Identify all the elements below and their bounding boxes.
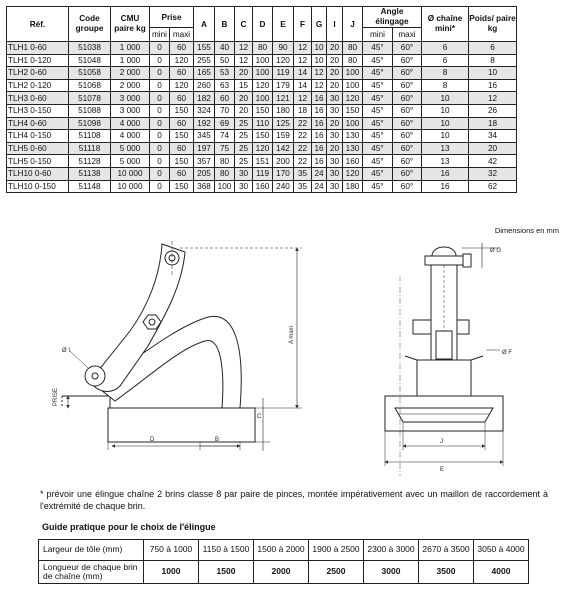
table-cell: 24 [312, 167, 327, 180]
table-cell: 100 [253, 54, 273, 67]
table-cell: 2 000 [111, 67, 150, 80]
table-cell: TLH4 0-60 [7, 117, 69, 130]
table-cell: 60° [393, 180, 422, 193]
table-cell: 150 [253, 130, 273, 143]
table-cell: 100 [343, 79, 363, 92]
table-row [7, 180, 517, 193]
table-cell: 51148 [69, 180, 111, 193]
table-cell: 16 [312, 130, 327, 143]
table-cell: TLH3 0-60 [7, 92, 69, 105]
table-cell: 120 [253, 79, 273, 92]
guide-length-cell: 1000 [144, 561, 199, 584]
table-cell: 20 [327, 79, 343, 92]
table-cell: 45° [363, 54, 393, 67]
table-cell: 159 [273, 130, 294, 143]
table-cell: 30 [327, 167, 343, 180]
table-cell: 42 [469, 155, 517, 168]
table-cell: 60 [215, 92, 235, 105]
table-cell: 10 [422, 130, 469, 143]
table-cell: 75 [215, 142, 235, 155]
header-angle-min: mini [363, 28, 393, 42]
table-cell: 51068 [69, 79, 111, 92]
table-cell: 100 [343, 117, 363, 130]
guide-width-cell: 2670 à 3500 [419, 540, 474, 561]
header-a: A [194, 7, 215, 42]
table-cell: 30 [327, 180, 343, 193]
table-cell: 0 [150, 67, 170, 80]
table-cell: 24 [312, 180, 327, 193]
table-cell: 10 [469, 67, 517, 80]
table-cell: 80 [343, 54, 363, 67]
table-cell: 324 [194, 104, 215, 117]
table-cell: 20 [327, 54, 343, 67]
table-cell: TLH4 0-150 [7, 130, 69, 143]
table-cell: 0 [150, 155, 170, 168]
table-cell: 119 [253, 167, 273, 180]
table-cell: 60° [393, 142, 422, 155]
table-cell: 20 [327, 117, 343, 130]
table-cell: 62 [469, 180, 517, 193]
table-cell: 12 [312, 67, 327, 80]
table-cell: 16 [312, 92, 327, 105]
table-cell: 182 [194, 92, 215, 105]
table-cell: 45° [363, 130, 393, 143]
table-cell: 5 000 [111, 142, 150, 155]
table-cell: 45° [363, 167, 393, 180]
table-row [7, 155, 517, 168]
table-cell: 80 [343, 42, 363, 55]
table-cell: 16 [469, 79, 517, 92]
table-cell: 20 [469, 142, 517, 155]
table-cell: 205 [194, 167, 215, 180]
label-d: D [150, 437, 155, 443]
table-row [7, 67, 517, 80]
table-row [7, 130, 517, 143]
table-cell: 13 [422, 155, 469, 168]
table-cell: 51138 [69, 167, 111, 180]
header-prise-min: mini [150, 28, 170, 42]
table-cell: 150 [170, 180, 194, 193]
guide-row1-label: Largeur de tôle (mm) [39, 540, 144, 561]
header-weight: Poids/ paire kg [469, 7, 517, 42]
table-cell: 51088 [69, 104, 111, 117]
table-cell: 260 [194, 79, 215, 92]
label-phi-i: Ø I [62, 348, 71, 354]
table-cell: 151 [253, 155, 273, 168]
table-cell: 130 [343, 130, 363, 143]
table-cell: 60 [170, 92, 194, 105]
table-cell: 165 [194, 67, 215, 80]
table-cell: 255 [194, 54, 215, 67]
table-cell: 0 [150, 180, 170, 193]
table-cell: 120 [343, 92, 363, 105]
table-cell: 60° [393, 92, 422, 105]
table-cell: 22 [294, 130, 312, 143]
table-cell: 60° [393, 167, 422, 180]
guide-width-cell: 3050 à 4000 [474, 540, 529, 561]
table-cell: 8 [422, 79, 469, 92]
table-cell: 22 [294, 155, 312, 168]
dimensions-note: Dimensions en mm [494, 226, 559, 235]
table-cell: 45° [363, 180, 393, 193]
table-row [7, 54, 517, 67]
guide-length-cell: 4000 [474, 561, 529, 584]
table-cell: 63 [215, 79, 235, 92]
header-j: J [343, 7, 363, 42]
side-view [62, 241, 302, 451]
table-cell: 100 [253, 92, 273, 105]
guide-title: Guide pratique pour le choix de l'élingue [42, 522, 216, 532]
table-cell: 40 [215, 42, 235, 55]
table-cell: 16 [422, 167, 469, 180]
table-cell: 240 [273, 180, 294, 193]
table-cell: 16 [312, 117, 327, 130]
header-g: G [312, 7, 327, 42]
table-cell: 25 [235, 117, 253, 130]
table-row [7, 117, 517, 130]
table-cell: 142 [273, 142, 294, 155]
guide-width-cell: 2300 à 3000 [364, 540, 419, 561]
table-cell: 35 [294, 167, 312, 180]
table-cell: 80 [215, 167, 235, 180]
technical-drawing [0, 236, 567, 486]
table-cell: 10 [422, 92, 469, 105]
table-cell: 160 [253, 180, 273, 193]
specifications-table [6, 6, 517, 193]
table-cell: 5 000 [111, 155, 150, 168]
table-cell: 50 [215, 54, 235, 67]
table-cell: 60° [393, 130, 422, 143]
table-cell: 0 [150, 130, 170, 143]
label-b: B [215, 437, 220, 443]
table-cell: 51098 [69, 117, 111, 130]
guide-length-cell: 3000 [364, 561, 419, 584]
table-cell: 0 [150, 117, 170, 130]
header-chain: Ø chaîne mini* [422, 7, 469, 42]
table-cell: 51078 [69, 92, 111, 105]
front-view [385, 243, 503, 476]
table-cell: 192 [194, 117, 215, 130]
table-cell: 8 [469, 54, 517, 67]
table-cell: 155 [194, 42, 215, 55]
table-cell: TLH2 0-120 [7, 79, 69, 92]
table-cell: 20 [235, 67, 253, 80]
table-cell: 45° [363, 104, 393, 117]
table-cell: 16 [312, 142, 327, 155]
table-cell: 150 [170, 130, 194, 143]
table-cell: 0 [150, 92, 170, 105]
table-cell: 14 [294, 67, 312, 80]
table-cell: 10 000 [111, 167, 150, 180]
guide-width-cell: 1900 à 2500 [309, 540, 364, 561]
table-row [7, 104, 517, 117]
table-cell: 3 000 [111, 104, 150, 117]
table-cell: 25 [235, 142, 253, 155]
table-cell: 60° [393, 104, 422, 117]
table-cell: 60 [170, 117, 194, 130]
table-cell: 200 [273, 155, 294, 168]
table-cell: 120 [170, 54, 194, 67]
table-cell: 20 [235, 104, 253, 117]
header-e: E [273, 7, 294, 42]
table-cell: 25 [235, 155, 253, 168]
table-cell: 180 [273, 104, 294, 117]
table-cell: 12 [294, 54, 312, 67]
specifications-body [7, 42, 517, 193]
table-cell: 45° [363, 92, 393, 105]
table-cell: 32 [469, 167, 517, 180]
table-cell: 51128 [69, 155, 111, 168]
table-cell: 16 [312, 155, 327, 168]
table-cell: 0 [150, 54, 170, 67]
table-cell: 110 [253, 117, 273, 130]
label-j: J [440, 439, 443, 445]
header-prise-max: maxi [170, 28, 194, 42]
table-cell: 30 [235, 167, 253, 180]
guide-length-cell: 1500 [199, 561, 254, 584]
table-cell: 60° [393, 155, 422, 168]
table-cell: 12 [294, 92, 312, 105]
table-cell: 30 [235, 180, 253, 193]
table-cell: 125 [273, 117, 294, 130]
table-cell: 13 [422, 142, 469, 155]
label-e: E [440, 467, 445, 473]
table-cell: 53 [215, 67, 235, 80]
table-cell: 45° [363, 79, 393, 92]
table-cell: TLH10 0-60 [7, 167, 69, 180]
table-cell: 45° [363, 67, 393, 80]
table-cell: 26 [469, 104, 517, 117]
table-cell: 100 [343, 67, 363, 80]
table-cell: 69 [215, 117, 235, 130]
table-cell: 4 000 [111, 130, 150, 143]
table-cell: TLH5 0-150 [7, 155, 69, 168]
table-cell: 51038 [69, 42, 111, 55]
table-cell: 0 [150, 142, 170, 155]
table-cell: 0 [150, 79, 170, 92]
table-cell: 150 [343, 104, 363, 117]
table-cell: 10 000 [111, 180, 150, 193]
table-cell: 18 [469, 117, 517, 130]
table-cell: 345 [194, 130, 215, 143]
table-cell: 12 [312, 79, 327, 92]
table-cell: 60° [393, 42, 422, 55]
table-cell: 30 [327, 104, 343, 117]
table-cell: 14 [294, 79, 312, 92]
table-cell: 170 [273, 167, 294, 180]
table-cell: TLH5 0-60 [7, 142, 69, 155]
table-cell: 197 [194, 142, 215, 155]
table-cell: 100 [253, 67, 273, 80]
table-cell: 130 [343, 142, 363, 155]
table-cell: 20 [235, 92, 253, 105]
table-cell: 45° [363, 42, 393, 55]
table-cell: 60° [393, 117, 422, 130]
guide-width-cell: 1150 à 1500 [199, 540, 254, 561]
label-phi-f: Ø F [502, 350, 512, 356]
table-cell: 60 [170, 142, 194, 155]
table-cell: 51058 [69, 67, 111, 80]
table-cell: TLH1 0-60 [7, 42, 69, 55]
table-cell: 120 [170, 79, 194, 92]
table-cell: 10 [422, 104, 469, 117]
sling-guide-table [38, 539, 529, 584]
table-row [7, 142, 517, 155]
table-cell: 2 000 [111, 79, 150, 92]
table-cell: 60° [393, 54, 422, 67]
table-cell: 150 [253, 104, 273, 117]
table-cell: 160 [343, 155, 363, 168]
header-code: Code groupe [69, 7, 111, 42]
table-cell: 60 [170, 67, 194, 80]
table-cell: 60° [393, 67, 422, 80]
table-cell: 12 [294, 42, 312, 55]
table-cell: 6 [422, 42, 469, 55]
table-cell: 30 [327, 155, 343, 168]
header-prise: Prise [150, 7, 194, 28]
table-cell: 45° [363, 117, 393, 130]
table-cell: 45° [363, 155, 393, 168]
table-cell: 16 [312, 104, 327, 117]
table-cell: 120 [343, 167, 363, 180]
table-cell: 357 [194, 155, 215, 168]
table-cell: 0 [150, 42, 170, 55]
table-cell: 120 [273, 54, 294, 67]
footnote: * prévoir une élingue chaîne 2 brins classe 8 par paire de pinces, montée impérativement avec un maillon de raccordement à l'extrémité de chaque brin. [40, 489, 548, 511]
table-cell: 30 [327, 130, 343, 143]
table-cell: 22 [294, 142, 312, 155]
table-cell: 179 [273, 79, 294, 92]
label-a-maxi: A maxi [289, 325, 295, 344]
table-cell: 30 [327, 92, 343, 105]
table-cell: 60 [170, 42, 194, 55]
header-cmu: CMU paire kg [111, 7, 150, 42]
table-cell: 15 [235, 79, 253, 92]
header-angle: Angle élingage [363, 7, 422, 28]
table-cell: 22 [294, 117, 312, 130]
table-cell: 12 [469, 92, 517, 105]
table-cell: 180 [343, 180, 363, 193]
table-cell: 6 [469, 42, 517, 55]
table-cell: 150 [170, 155, 194, 168]
guide-length-cell: 3500 [419, 561, 474, 584]
table-cell: 100 [215, 180, 235, 193]
header-ref: Réf. [7, 7, 69, 42]
table-cell: 18 [294, 104, 312, 117]
table-cell: 3 000 [111, 92, 150, 105]
table-cell: 20 [327, 67, 343, 80]
table-cell: 368 [194, 180, 215, 193]
table-cell: 51108 [69, 130, 111, 143]
table-cell: 0 [150, 167, 170, 180]
table-cell: 70 [215, 104, 235, 117]
table-row [7, 92, 517, 105]
table-cell: 10 [312, 42, 327, 55]
table-cell: 12 [235, 54, 253, 67]
table-cell: 119 [273, 67, 294, 80]
header-d: D [253, 7, 273, 42]
table-cell: 45° [363, 142, 393, 155]
table-cell: TLH3 0-150 [7, 104, 69, 117]
table-cell: 60° [393, 79, 422, 92]
table-cell: 80 [215, 155, 235, 168]
guide-length-cell: 2000 [254, 561, 309, 584]
guide-row2-label: Longueur de chaque brin de chaîne (mm) [39, 561, 144, 584]
label-phi-g: Ø G [490, 248, 502, 254]
table-cell: 120 [253, 142, 273, 155]
table-cell: 150 [170, 104, 194, 117]
table-cell: 25 [235, 130, 253, 143]
guide-length-cell: 2500 [309, 561, 364, 584]
guide-width-cell: 750 à 1000 [144, 540, 199, 561]
table-row [7, 79, 517, 92]
guide-width-cell: 1500 à 2000 [254, 540, 309, 561]
header-c: C [235, 7, 253, 42]
header-b: B [215, 7, 235, 42]
table-cell: 4 000 [111, 117, 150, 130]
table-cell: 35 [294, 180, 312, 193]
table-cell: TLH1 0-120 [7, 54, 69, 67]
table-cell: 51118 [69, 142, 111, 155]
table-cell: 12 [235, 42, 253, 55]
table-cell: 16 [422, 180, 469, 193]
table-cell: 10 [312, 54, 327, 67]
table-cell: 0 [150, 104, 170, 117]
table-cell: 51048 [69, 54, 111, 67]
table-cell: 60 [170, 167, 194, 180]
header-i: I [327, 7, 343, 42]
table-cell: 20 [327, 142, 343, 155]
table-cell: 8 [422, 67, 469, 80]
table-cell: TLH10 0-150 [7, 180, 69, 193]
table-cell: 121 [273, 92, 294, 105]
table-row [7, 42, 517, 55]
label-c: C [257, 414, 262, 420]
table-cell: 10 [422, 117, 469, 130]
table-cell: 1 000 [111, 42, 150, 55]
table-cell: 20 [327, 42, 343, 55]
table-cell: 6 [422, 54, 469, 67]
table-cell: 34 [469, 130, 517, 143]
table-row [7, 167, 517, 180]
table-cell: 90 [273, 42, 294, 55]
header-angle-max: maxi [393, 28, 422, 42]
table-cell: 1 000 [111, 54, 150, 67]
table-cell: 74 [215, 130, 235, 143]
label-prise: PRISE [53, 387, 59, 406]
header-f: F [294, 7, 312, 42]
table-cell: TLH2 0-60 [7, 67, 69, 80]
table-cell: 80 [253, 42, 273, 55]
